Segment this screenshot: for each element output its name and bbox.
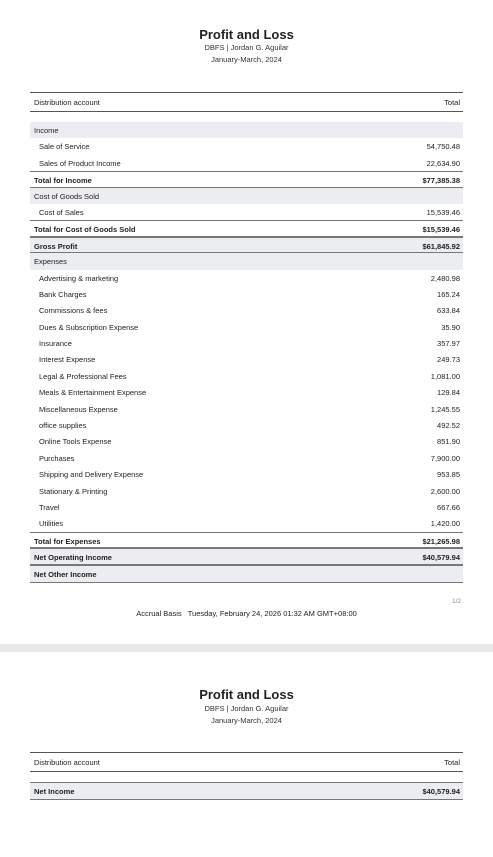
company-name: DBFS | Jordan G. Aguilar (204, 43, 289, 52)
report-page-2 (0, 652, 493, 857)
column-header-total: Total (444, 98, 460, 107)
account-label: Advertising & marketing (39, 273, 119, 283)
total-label: Total for Income (34, 176, 92, 186)
account-label: Utilities (39, 519, 64, 529)
table-row (30, 384, 463, 400)
total-income-row (30, 171, 463, 187)
table-row (30, 204, 463, 220)
account-value: 492.52 (437, 421, 460, 431)
account-label: Dues & Subscription Expense (39, 322, 139, 332)
column-header-total: Total (444, 758, 460, 767)
table-row (30, 155, 463, 171)
account-label: Insurance (39, 339, 72, 349)
report-period: January-March, 2024 (211, 55, 282, 64)
report-period: January-March, 2024 (211, 716, 282, 725)
table-row (30, 368, 463, 384)
column-header-account: Distribution account (34, 758, 100, 767)
table-header (30, 92, 463, 112)
total-value: $21,265.98 (422, 536, 460, 546)
table-row (30, 351, 463, 367)
accounting-basis: Accrual Basis (136, 609, 182, 618)
account-label: Sale of Service (39, 142, 90, 152)
account-value: 953.85 (437, 470, 460, 480)
table-row (30, 401, 463, 417)
generated-timestamp: Tuesday, February 24, 2026 01:32 AM GMT+08:00 (187, 609, 357, 618)
column-header-account: Distribution account (34, 98, 100, 107)
account-value: 851.90 (437, 437, 460, 447)
report-table (30, 752, 463, 800)
section-label: Income (34, 126, 59, 135)
account-value: 1,245.55 (430, 404, 460, 414)
page-number: 1/2 (451, 598, 461, 605)
total-cogs-row (30, 220, 463, 236)
table-row (30, 302, 463, 318)
net-operating-income-row (30, 548, 463, 564)
table-row (30, 417, 463, 433)
total-value: $15,539.46 (422, 225, 460, 235)
account-label: Bank Charges (39, 289, 87, 299)
company-name: DBFS | Jordan G. Aguilar (204, 704, 289, 713)
section-label: Cost of Goods Sold (34, 191, 100, 201)
total-label: Net Operating Income (34, 553, 112, 563)
account-value: 2,480.98 (430, 273, 460, 283)
account-value: 357.97 (437, 339, 460, 349)
table-row (30, 335, 463, 351)
table-row (30, 433, 463, 449)
table-row (30, 499, 463, 515)
account-value: 22,634.90 (426, 158, 460, 168)
table-row (30, 515, 463, 531)
page-separator (0, 644, 493, 652)
total-value: $40,579.94 (422, 553, 460, 563)
total-value: $61,845.92 (422, 241, 460, 251)
report-table (30, 92, 463, 583)
section-label: Expenses (34, 257, 67, 267)
total-label: Total for Expenses (34, 536, 101, 546)
table-row (30, 270, 463, 286)
total-value: $77,385.38 (422, 176, 460, 186)
section-expenses (30, 253, 463, 269)
account-value: 15,539.46 (426, 207, 460, 217)
table-row (30, 319, 463, 335)
account-label: Travel (39, 502, 60, 512)
gross-profit-row (30, 237, 463, 253)
account-label: Commissions & fees (39, 306, 108, 316)
table-row (30, 466, 463, 482)
net-income-row (30, 782, 463, 800)
account-label: Online Tools Expense (39, 437, 112, 447)
table-header (30, 752, 463, 772)
section-income (30, 122, 463, 138)
account-value: 165.24 (437, 289, 460, 299)
account-value: 7,900.00 (430, 453, 460, 463)
account-value: 54,750.48 (426, 142, 460, 152)
account-label: Purchases (39, 453, 75, 463)
total-value: $40,579.94 (422, 787, 460, 796)
account-label: Sales of Product Income (39, 158, 121, 168)
total-label: Total for Cost of Goods Sold (34, 225, 136, 235)
table-row (30, 483, 463, 499)
table-row (30, 138, 463, 154)
account-value: 129.84 (437, 388, 460, 398)
account-label: Cost of Sales (39, 207, 84, 217)
account-value: 633.84 (437, 306, 460, 316)
account-label: Legal & Professional Fees (39, 371, 127, 381)
account-label: Interest Expense (39, 355, 96, 365)
account-value: 2,600.00 (430, 486, 460, 496)
total-expenses-row (30, 532, 463, 548)
account-label: Miscellaneous Expense (39, 404, 118, 414)
table-row (30, 286, 463, 302)
account-label: Meals & Entertainment Expense (39, 388, 147, 398)
account-value: 1,420.00 (430, 519, 460, 529)
report-title: Profit and Loss (199, 27, 294, 42)
table-row (30, 450, 463, 466)
account-value: 667.66 (437, 502, 460, 512)
total-label: Net Income (34, 787, 75, 796)
report-title: Profit and Loss (199, 687, 294, 702)
report-footer (0, 609, 493, 618)
account-value: 35.90 (441, 322, 460, 332)
total-label: Gross Profit (34, 241, 78, 251)
account-value: 249.73 (437, 355, 460, 365)
account-value: 1,081.00 (430, 371, 460, 381)
net-other-income-row (30, 565, 463, 583)
total-label: Net Other Income (34, 569, 97, 579)
account-label: Shipping and Delivery Expense (39, 470, 144, 480)
account-label: office supplies (39, 421, 87, 431)
section-cogs (30, 188, 463, 204)
account-label: Stationary & Printing (39, 486, 108, 496)
